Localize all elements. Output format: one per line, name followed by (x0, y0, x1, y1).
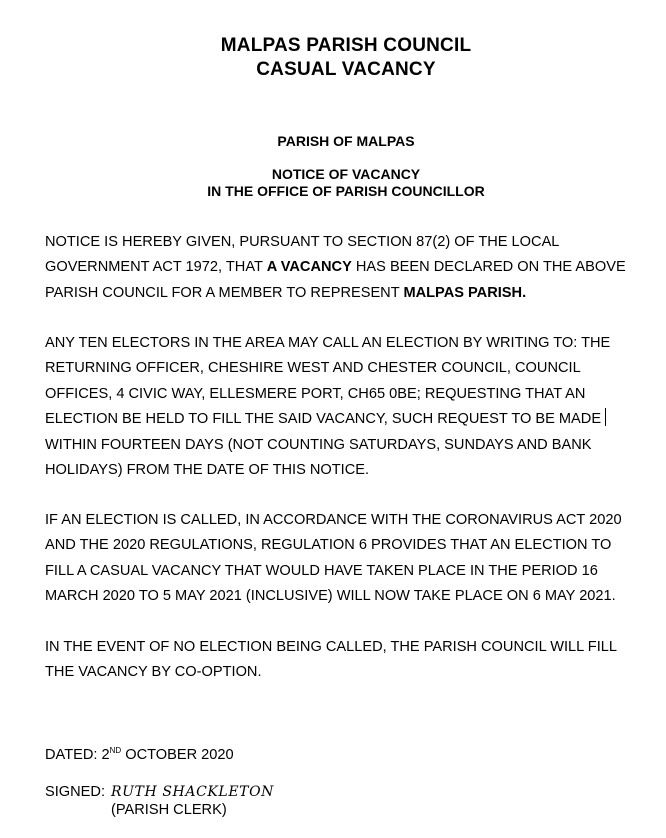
paragraph-line: HOLIDAYS) FROM THE DATE OF THIS NOTICE. (45, 462, 370, 479)
parish-heading: PARISH OF MALPAS (277, 133, 415, 149)
paragraph-line: OFFICES, 4 CIVIC WAY, ELLESMERE PORT, CH65 0BE; REQUESTING THAT AN (45, 385, 586, 402)
paragraph-line: THE VACANCY BY CO-OPTION. (45, 664, 262, 681)
notice-heading: NOTICE OF VACANCY (271, 166, 421, 182)
signature: RUTH SHACKLETON (111, 784, 275, 800)
paragraph-line: PARISH COUNCIL FOR A MEMBER TO REPRESENT MALPAS PARISH. (45, 284, 527, 301)
signatory-role: (PARISH CLERK) (111, 802, 227, 818)
text-cursor (605, 408, 606, 426)
signed-line (45, 783, 274, 801)
paragraph-line: GOVERNMENT ACT 1972, THAT A VACANCY HAS BEEN DECLARED ON THE ABOVE (45, 259, 626, 276)
paragraph-line: ANY TEN ELECTORS IN THE AREA MAY CALL AN ELECTION BY WRITING TO: THE (45, 335, 611, 351)
paragraph-line: RETURNING OFFICER, CHESHIRE WEST AND CHESTER COUNCIL, COUNCIL (45, 360, 581, 377)
date-ordinal-suffix: ND (109, 746, 122, 755)
paragraph-line: NOTICE IS HEREBY GIVEN, PURSUANT TO SECTION 87(2) OF THE LOCAL (45, 234, 560, 250)
document-title: MALPAS PARISH COUNCIL (220, 35, 472, 56)
paragraph-cooption (45, 635, 645, 686)
paragraph-line: MARCH 2020 TO 5 MAY 2021 (INCLUSIVE) WILL NOW TAKE PLACE ON 6 MAY 2021. (45, 588, 616, 605)
paragraph-line: IN THE EVENT OF NO ELECTION BEING CALLED, THE PARISH COUNCIL WILL FILL (45, 639, 617, 655)
paragraph-line: AND THE 2020 REGULATIONS, REGULATION 6 PROVIDES THAT AN ELECTION TO (45, 537, 612, 554)
paragraph-line: IF AN ELECTION IS CALLED, IN ACCORDANCE WITH THE CORONAVIRUS ACT 2020 (45, 512, 622, 528)
dated-line: DATED: 2ND OCTOBER 2020 (45, 746, 234, 763)
vacancy-emphasis: A VACANCY (266, 259, 352, 276)
paragraph-line: ELECTION BE HELD TO FILL THE SAID VACANCY, SUCH REQUEST TO BE MADE (45, 407, 645, 432)
paragraph-coronavirus (45, 508, 645, 610)
paragraph-electors (45, 331, 645, 483)
paragraph-notice (45, 230, 645, 306)
paragraph-line: WITHIN FOURTEEN DAYS (NOT COUNTING SATURDAYS, SUNDAYS AND BANK (45, 436, 592, 453)
document-subtitle: CASUAL VACANCY (256, 59, 436, 80)
parish-emphasis: MALPAS PARISH. (403, 284, 527, 301)
office-heading: IN THE OFFICE OF PARISH COUNCILLOR (207, 183, 485, 199)
signed-label: SIGNED: (45, 784, 106, 800)
paragraph-line: FILL A CASUAL VACANCY THAT WOULD HAVE TAKEN PLACE IN THE PERIOD 16 (45, 562, 598, 579)
